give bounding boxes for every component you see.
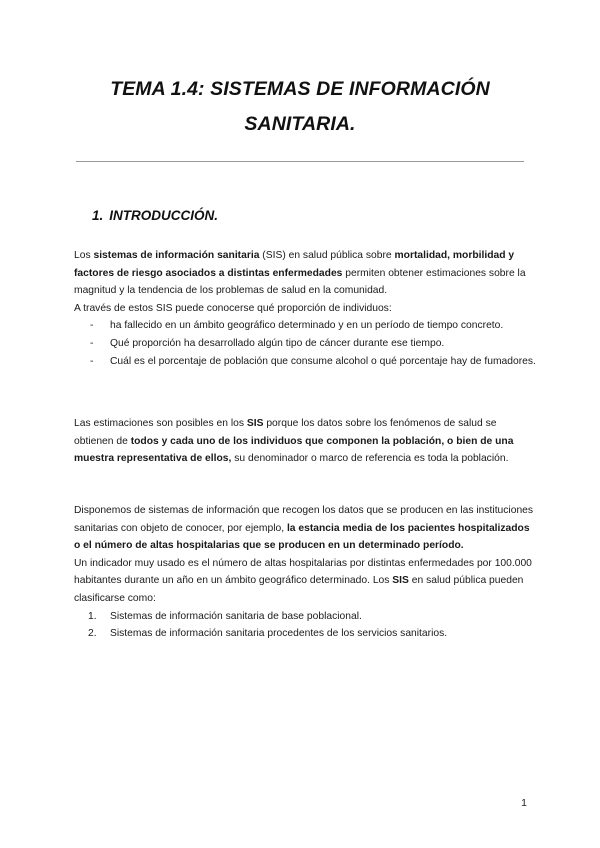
numbered-list	[74, 608, 536, 643]
para1-text-2: (SIS) en salud pública sobre	[259, 250, 395, 261]
dash-marker: -	[90, 355, 94, 367]
paragraph-2-block	[74, 415, 536, 468]
list-item-text: Qué proporción ha desarrollado algún tipo de cáncer durante ese tiempo.	[110, 337, 445, 349]
dash-marker: -	[90, 320, 94, 332]
para4-text-1: Un indicador muy usado es el número de altas hospitalarias por distintas enfermedades por 100.000 habitantes durante un año en un ámbito geográfico determinado. Los	[74, 557, 532, 587]
paragraph-3-block	[74, 502, 536, 643]
para1-text-3: permiten obtener estimaciones sobre la magnitud y la tendencia de los problemas de salud en la comunidad.	[74, 267, 526, 297]
para2-text-1: Las estimaciones son posibles en los	[74, 418, 247, 429]
list-item	[74, 608, 536, 626]
number-marker: 2.	[88, 628, 97, 640]
para2-text-2: porque los datos sobre los fenómenos de salud se obtienen de	[74, 418, 497, 447]
para2-bold-2: todos y cada uno de los individuos que componen la población, o bien de una muestra representativa de ellos,	[74, 435, 514, 465]
paragraph-3	[74, 502, 536, 555]
list-item	[74, 317, 536, 335]
para3-bold-1: la estancia media de los pacientes hospitalizados o el número de altas hospitalarias que se producen en un determinado período.	[74, 522, 530, 552]
para4-bold-1: SIS	[392, 575, 409, 587]
para3-text-1: Disponemos de sistemas de información que recogen los datos que se producen en las instituciones sanitarias con objeto de conocer, por ejemplo,	[74, 505, 534, 534]
section-number: 1.	[92, 208, 104, 223]
paragraph-2	[74, 415, 536, 468]
title-line-2: SANITARIA.	[244, 113, 356, 135]
para2-text-3: su denominador o marco de referencia es toda la población.	[231, 453, 509, 465]
dash-list	[74, 317, 536, 370]
title-divider	[76, 161, 524, 162]
para1-bold-2: mortalidad, morbilidad y factores de riesgo asociados a distintas enfermedades	[74, 250, 515, 279]
list-item	[74, 353, 536, 371]
list-item	[74, 625, 536, 643]
list-item-text: ha fallecido en un ámbito geográfico determinado y en un período de tiempo concreto.	[110, 320, 504, 332]
list-item	[74, 335, 536, 353]
paragraph-4	[74, 555, 536, 608]
para4-text-2: en salud pública pueden clasificarse como:	[74, 575, 524, 604]
para1-bold-1: sistemas de información sanitaria	[93, 250, 260, 261]
page-title	[60, 72, 540, 142]
section-title: INTRODUCCIÓN.	[109, 208, 219, 223]
dash-marker: -	[90, 337, 94, 349]
para2-bold-1: SIS	[246, 418, 264, 429]
list-item-text: Sistemas de información sanitaria de base poblacional.	[110, 610, 362, 622]
intro-block	[74, 247, 536, 370]
list-item-text: Sistemas de información sanitaria procedentes de los servicios sanitarios.	[110, 628, 448, 640]
list-lead: A través de estos SIS puede conocerse qué proporción de individuos:	[74, 302, 392, 314]
paragraph-1	[74, 247, 536, 300]
para1-text-1: Los	[74, 250, 94, 261]
section-heading	[92, 207, 218, 225]
page-number: 1	[521, 797, 527, 809]
number-marker: 1.	[88, 610, 97, 622]
list-item-text: Cuál es el porcentaje de población que consume alcohol o qué porcentaje hay de fumadores.	[110, 355, 536, 367]
title-line-1: TEMA 1.4: SISTEMAS DE INFORMACIÓN	[110, 78, 490, 100]
